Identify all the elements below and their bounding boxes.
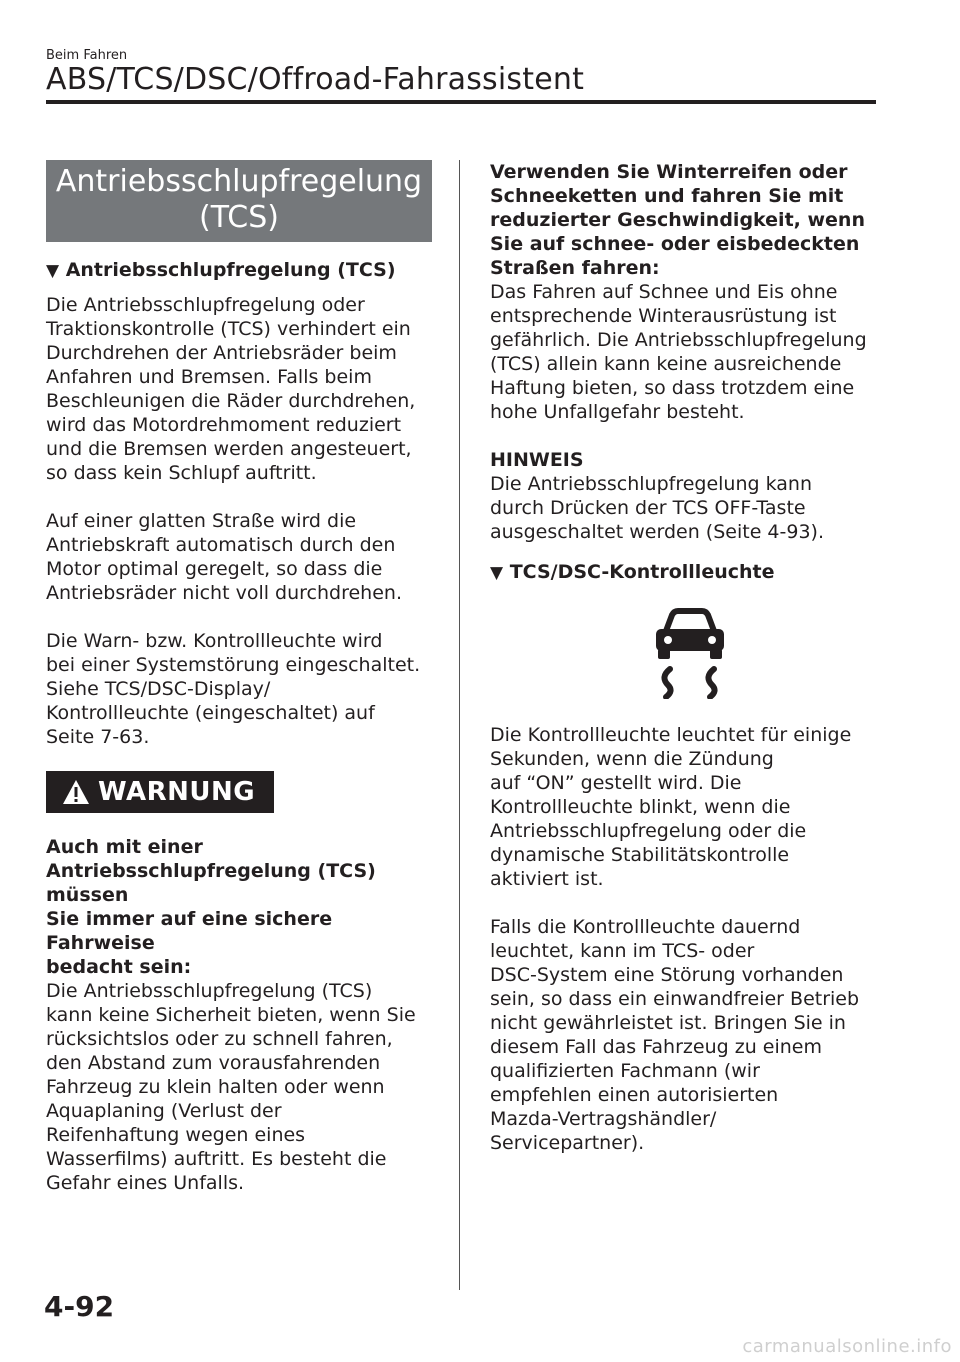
section-banner [46,160,432,242]
paragraph-indicator-on: Die Kontrollleuchte leuchtet für einige Sekunden, wenn die Zündung auf “ON” gestellt wird. Die Kontrollleuchte blinkt, wenn die Antriebsschlupfregelung oder die dynamische Stabilitätskontrolle aktiviert ist. [490,724,852,890]
warning-triangle-icon [62,779,90,805]
right-column [490,160,890,1155]
triangle-marker-icon: ▼ [46,261,60,281]
header-rule [46,100,876,104]
winter-bold-intro: Verwenden Sie Winterreifen oder Schneeketten und fahren Sie mit reduzierter Geschwindigkeit, wenn Sie auf schnee- oder eisbedeckten Straßen fahren: [490,161,865,279]
header-section: Beim Fahren [46,48,128,63]
warning-bold-text: Auch mit einer Antriebsschlupfregelung (TCS) müssen Sie immer auf eine sichere Fahrweise bedacht sein: [46,836,376,978]
banner-line-2: (TCS) [199,200,279,235]
winter-text: Das Fahren auf Schnee und Eis ohne entsprechende Winterausrüstung ist gefährlich. Die Antriebsschlupfregelung (TCS) allein kann keine ausreichende Haftung bieten, so dass trotzdem eine hohe Unfallgefahr besteht. [490,281,867,423]
subheading-tcs [46,258,438,283]
paragraph-slippery-road: Auf einer glatten Straße wird die Antriebskraft automatisch durch den Motor optimal geregelt, so dass die Antriebsräder nicht voll durchdrehen. [46,510,402,604]
left-column [46,160,438,1195]
banner-line-1: Antriebsschlupfregelung [55,164,423,199]
note-label: HINWEIS [490,449,584,471]
paragraph-warning-light: Die Warn- bzw. Kontrollleuchte wird bei einer Systemstörung eingeschaltet. Siehe TCS/DSC-Display/ Kontrollleuchte (eingeschaltet) auf Seite 7-63. [46,630,421,748]
page-title: ABS/TCS/DSC/Offroad-Fahrassistent [46,62,585,97]
paragraph-tcs-description: Die Antriebsschlupfregelung oder Traktionskontrolle (TCS) verhindert ein Durchdrehen der Antriebsräder beim Anfahren und Bremsen. Falls beim Beschleunigen die Räder durchdrehen, wird das Motordrehmoment reduziert und die Bremsen werden angesteuert, so dass kein Schlupf auftritt. [46,294,416,484]
subheading-indicator [490,560,890,585]
column-divider [459,160,460,1290]
page-number: 4-92 [44,1290,115,1323]
watermark: carmanualsonline.info [742,1336,952,1357]
warning-badge [46,771,274,813]
icon-container [490,607,890,705]
paragraph-indicator-malfunction: Falls die Kontrollleuchte dauernd leuchtet, kann im TCS- oder DSC-System eine Störung vorhanden sein, so dass ein einwandfreier Betrieb nicht gewährleistet ist. Bringen Sie in diesem Fall das Fahrzeug zu einem qualifizierten Fachmann (wir empfehlen einen autorisierten Mazda-Vertragshändler/ Servicepartner). [490,916,860,1154]
subheading-text: Antriebsschlupfregelung (TCS) [65,259,396,281]
subheading-text: TCS/DSC-Kontrollleuchte [509,561,775,583]
triangle-marker-icon: ▼ [490,563,504,583]
warning-label: WARNUNG [98,777,256,807]
tcs-dsc-indicator-icon [648,607,732,699]
warning-text: Die Antriebsschlupfregelung (TCS) kann keine Sicherheit bieten, wenn Sie rücksichtslos oder zu schnell fahren, den Abstand zum vorausfahrenden Fahrzeug zu klein halten oder wenn Aquaplaning (Verlust der Reifenhaftung wegen eines Wasserfilms) auftritt. Es besteht die Gefahr eines Unfalls. [46,980,416,1194]
note-block: HINWEIS Die Antriebsschlupfregelung kann durch Drücken der TCS OFF-Taste ausgeschaltet werden (Seite 4-93). [490,448,890,544]
